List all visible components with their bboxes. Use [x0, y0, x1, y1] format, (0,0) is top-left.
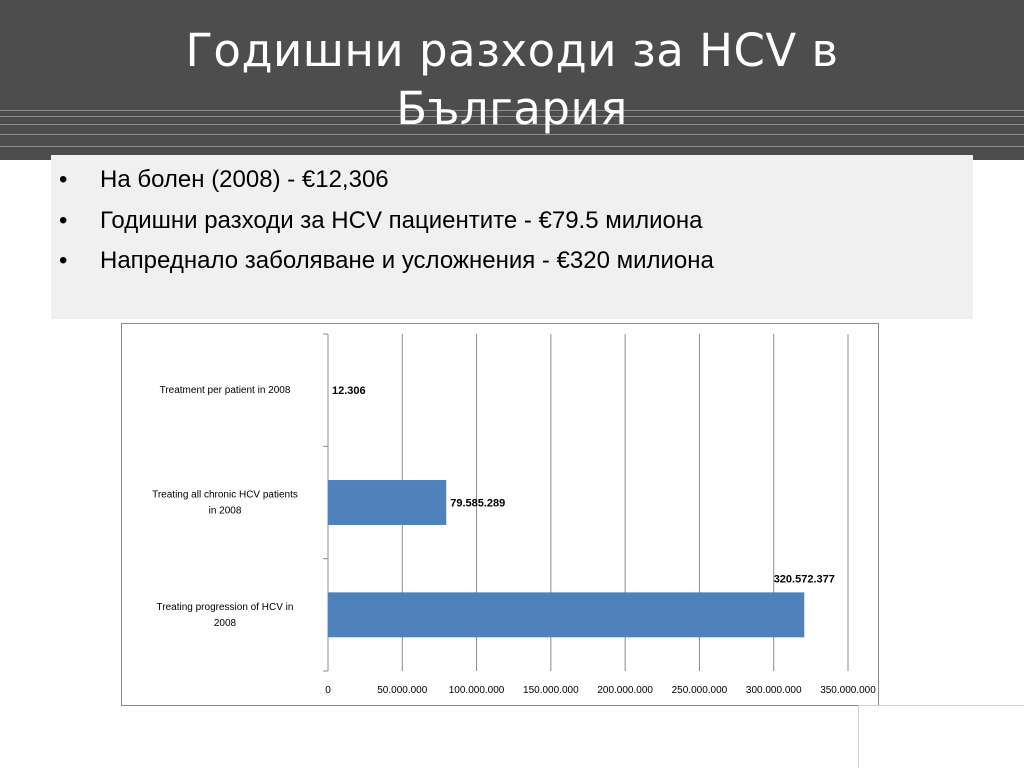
bullet-marker: • — [59, 247, 68, 274]
x-tick-label: 100.000.000 — [448, 685, 505, 696]
bullet-marker: • — [59, 207, 68, 234]
bullet-text: Годишни разходи за HCV пациентите - €79.5 милиона — [100, 207, 703, 234]
x-tick-label: 250.000.000 — [671, 685, 728, 696]
x-tick-label: 200.000.000 — [597, 685, 653, 696]
bullet-list — [51, 155, 973, 319]
slide-title — [0, 22, 1024, 138]
x-tick-label: 150.000.000 — [523, 685, 579, 696]
decorative-line — [858, 705, 1024, 706]
data-label: 12.306 — [332, 385, 366, 398]
slide-title-line-1: Годишни разходи за HCV в — [185, 24, 839, 77]
bar-chart — [122, 324, 878, 705]
x-tick-label: 300.000.000 — [745, 685, 802, 696]
category-label: Treatment per patient in 2008 — [159, 385, 291, 397]
title-header — [0, 0, 1024, 160]
x-tick-label: 0 — [325, 685, 331, 696]
slide-title-line-2: България — [396, 82, 628, 135]
chart-frame — [121, 323, 879, 706]
bullet-text: Напреднало заболяване и усложнения - €320 милиона — [100, 247, 714, 274]
decorative-line — [858, 705, 859, 768]
data-label: 79.585.289 — [450, 497, 506, 510]
bar — [328, 480, 446, 525]
category-label: Treating progression of HCV in 2008 — [156, 601, 294, 629]
x-tick-label: 50.000.000 — [377, 685, 428, 696]
bullet-marker: • — [59, 166, 68, 193]
x-tick-label: 350.000.000 — [820, 685, 876, 696]
bullet-text: На болен (2008) - €12,306 — [100, 166, 389, 193]
bar — [328, 592, 804, 637]
data-label: 320.572.377 — [773, 573, 835, 586]
category-label: Treating all chronic HCV patients in 2008 — [152, 489, 298, 517]
